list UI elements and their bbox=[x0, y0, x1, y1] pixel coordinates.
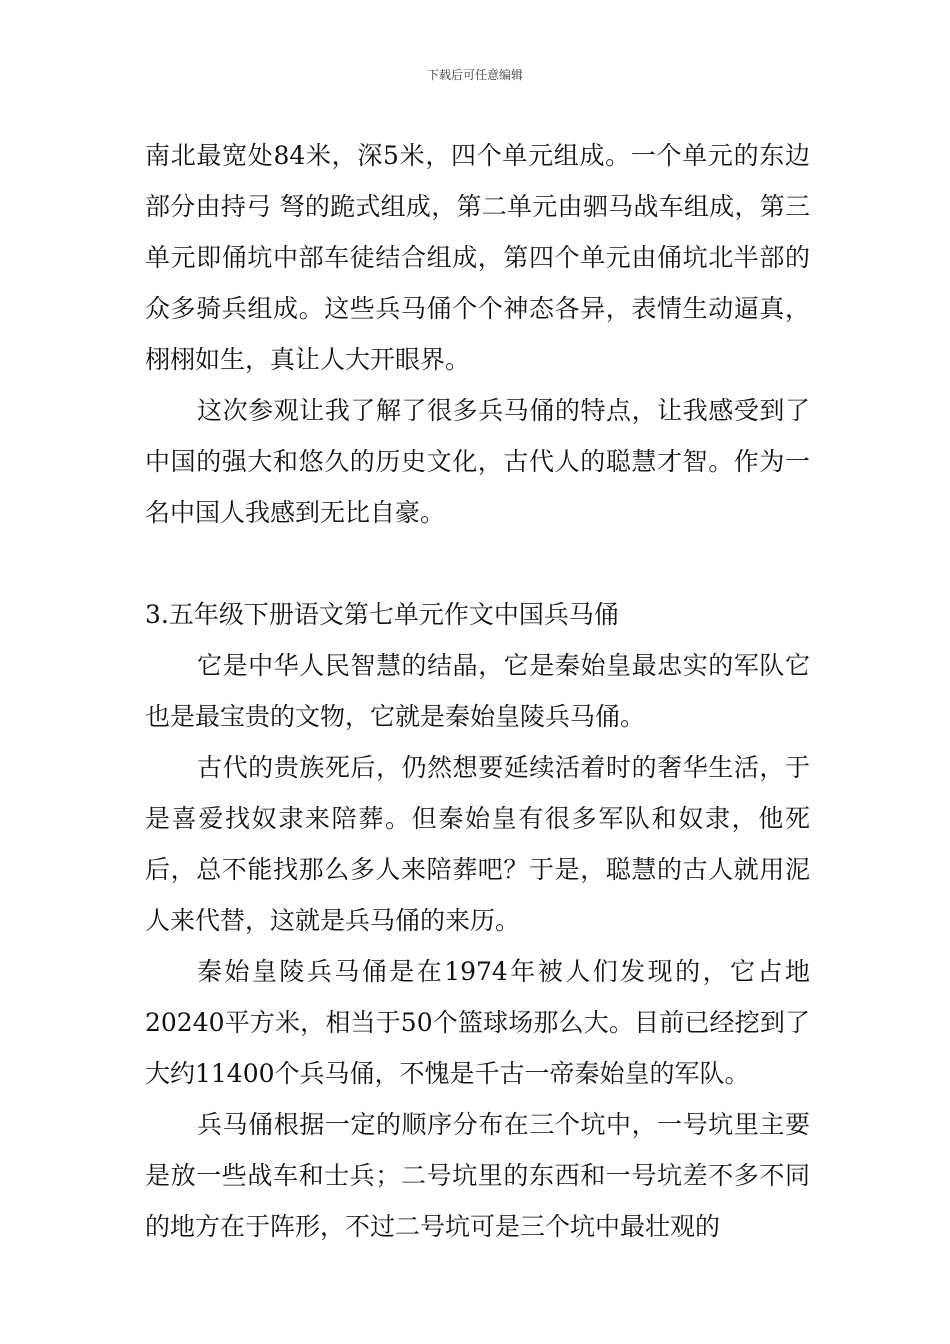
paragraph-discovery: 秦始皇陵兵马俑是在1974年被人们发现的，它占地20240平方米，相当于50个篮球场那么大。目前已经挖到了大约11400个兵马俑，不愧是千古一帝秦始皇的军队。 bbox=[145, 957, 810, 1088]
paragraph-continuation: 南北最宽处84米，深5米，四个单元组成。一个单元的东边部分由持弓 弩的跪式组成，第二单元由驷马战车组成，第三单元即俑坑中部车徒结合组成，第四个单元由俑坑北半部的众多骑兵组成。这些兵马俑个个神态各异，表情生动逼真，栩栩如生，真让人大开眼界。 bbox=[145, 141, 810, 374]
paragraph-spacer bbox=[145, 538, 810, 589]
page-header: 下载后可任意编辑 bbox=[426, 68, 523, 82]
paragraph-pits: 兵马俑根据一定的顺序分布在三个坑中，一号坑里主要是放一些战车和士兵；二号坑里的东西和一号坑差不多不同的地方在于阵形，不过二号坑可是三个坑中最壮观的 bbox=[145, 1110, 810, 1241]
paragraph-intro: 它是中华人民智慧的结晶，它是秦始皇最忠实的军队它也是最宝贵的文物，它就是秦始皇陵兵马俑。 bbox=[145, 651, 810, 731]
paragraph-conclusion: 这次参观让我了解了很多兵马俑的特点，让我感受到了中国的强大和悠久的历史文化，古代人的聪慧才智。作为一名中国人我感到无比自豪。 bbox=[145, 396, 810, 527]
paragraph-history: 古代的贵族死后，仍然想要延续活着时的奢华生活，于是喜爱找奴隶来陪葬。但秦始皇有很多军队和奴隶，他死后，总不能找那么多人来陪葬吧？于是，聪慧的古人就用泥人来代替，这就是兵马俑的来历。 bbox=[145, 753, 810, 935]
section-heading: 3.五年级下册语文第七单元作文中国兵马俑 bbox=[145, 600, 619, 629]
document-body bbox=[145, 130, 810, 1252]
